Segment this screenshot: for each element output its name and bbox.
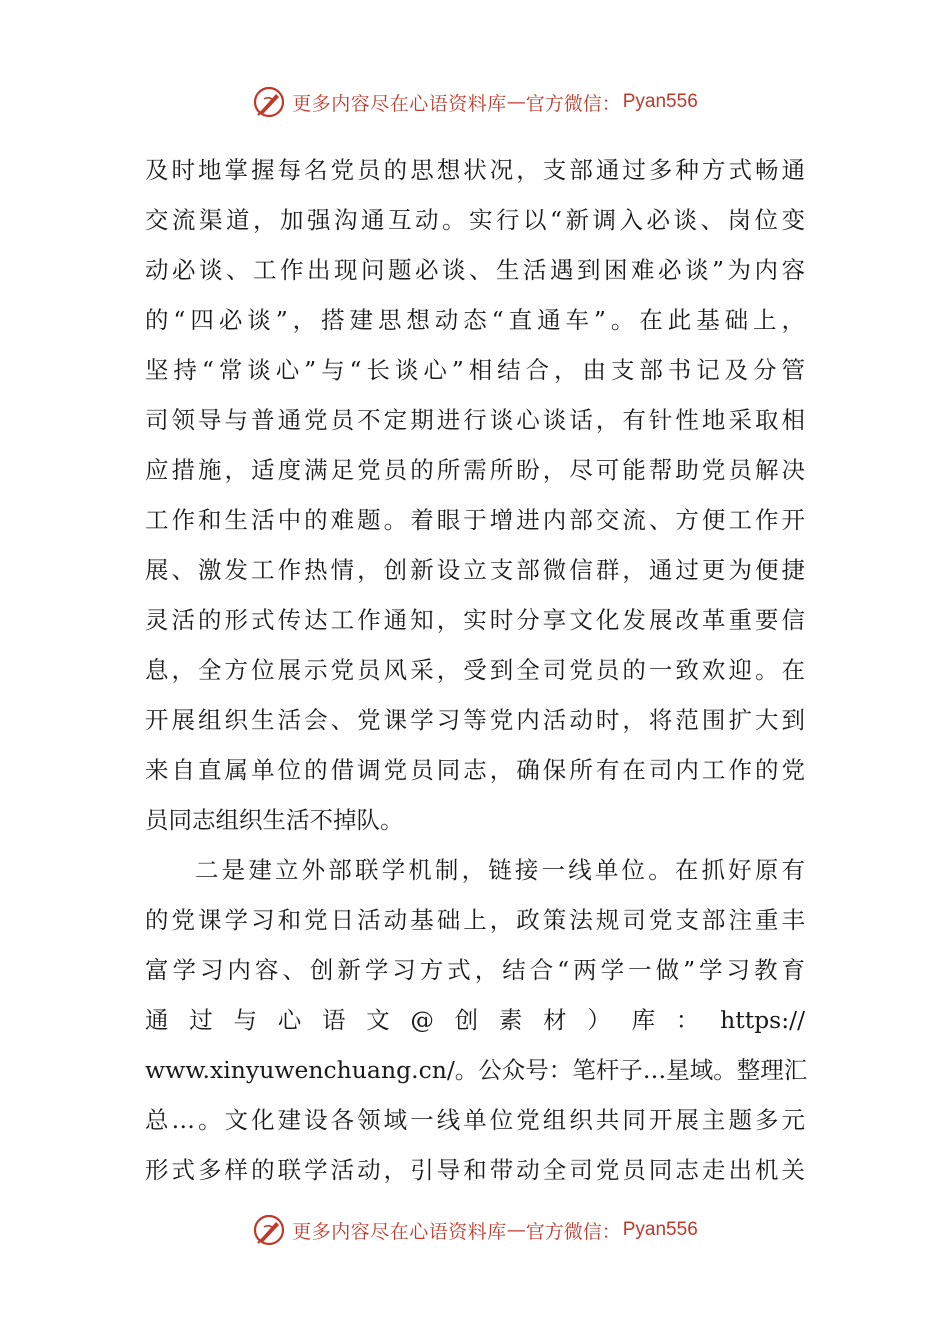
text-line: 交流渠道，加强沟通互动。实行以“新调入必谈、岗位变: [145, 206, 805, 234]
header-banner: [0, 78, 950, 126]
text-line: 形式多样的联学活动，引导和带动全司党员同志走出机关: [145, 1156, 805, 1184]
footer-wechat-label: 官方微信：: [525, 1220, 621, 1243]
text-line: 展、激发工作热情，创新设立支部微信群，通过更为便捷: [145, 556, 805, 584]
text-line-url-start: 通过与心语文@创素材）库：https://: [145, 1006, 805, 1034]
document-body: [145, 145, 808, 1195]
text-line: 总…。文化建设各领域一线单位党组织共同开展主题多元: [145, 1106, 805, 1134]
text-line: 开展组织生活会、党课学习等党内活动时，将范围扩大到: [145, 706, 805, 734]
text-line: 员同志组织生活不掉队。: [145, 806, 404, 834]
header-brand: 更多内容尽在心语资料库: [292, 92, 507, 115]
header-separator: —: [506, 91, 526, 113]
text-line: 应措施，适度满足党员的所需所盼，尽可能帮助党员解决: [145, 456, 805, 484]
text-line: 动必谈、工作出现问题必谈、生活遇到困难必谈”为内容: [145, 256, 805, 284]
text-line: 及时地掌握每名党员的思想状况，支部通过多种方式畅通: [145, 156, 805, 184]
text-line: 工作和生活中的难题。着眼于增进内部交流、方便工作开: [145, 506, 805, 534]
text-line-url: www.xinyuwenchuang.cn/。公众号：笔杆子…星域。整理汇: [145, 1056, 808, 1084]
footer-wechat-id: Pyan556: [622, 1219, 698, 1240]
text-line: 富学习内容、创新学习方式，结合“两学一做”学习教育: [145, 956, 805, 984]
header-wechat-id: Pyan556: [622, 91, 698, 112]
header-wechat-label: 官方微信：: [525, 92, 621, 115]
text-line: 灵活的形式传达工作通知，实时分享文化发展改革重要信: [145, 606, 805, 634]
text-line: 司领导与普通党员不定期进行谈心谈话，有针性地采取相: [145, 406, 805, 434]
quill-logo-icon: [252, 1213, 286, 1247]
text-line: 的“四必谈”，搭建思想动态“直通车”。在此基础上，: [145, 306, 805, 334]
footer-separator: —: [506, 1219, 526, 1241]
text-line: 来自直属单位的借调党员同志，确保所有在司内工作的党: [145, 756, 805, 784]
paragraph-start-line: 二是建立外部联学机制，链接一线单位。在抓好原有: [195, 856, 805, 884]
quill-logo-icon: [252, 85, 286, 119]
footer-banner: [0, 1206, 950, 1254]
text-line: 息，全方位展示党员风采，受到全司党员的一致欢迎。在: [145, 656, 805, 684]
text-line: 坚持“常谈心”与“长谈心”相结合，由支部书记及分管: [145, 356, 805, 384]
text-line: 的党课学习和党日活动基础上，政策法规司党支部注重丰: [145, 906, 805, 934]
footer-brand: 更多内容尽在心语资料库: [292, 1220, 507, 1243]
